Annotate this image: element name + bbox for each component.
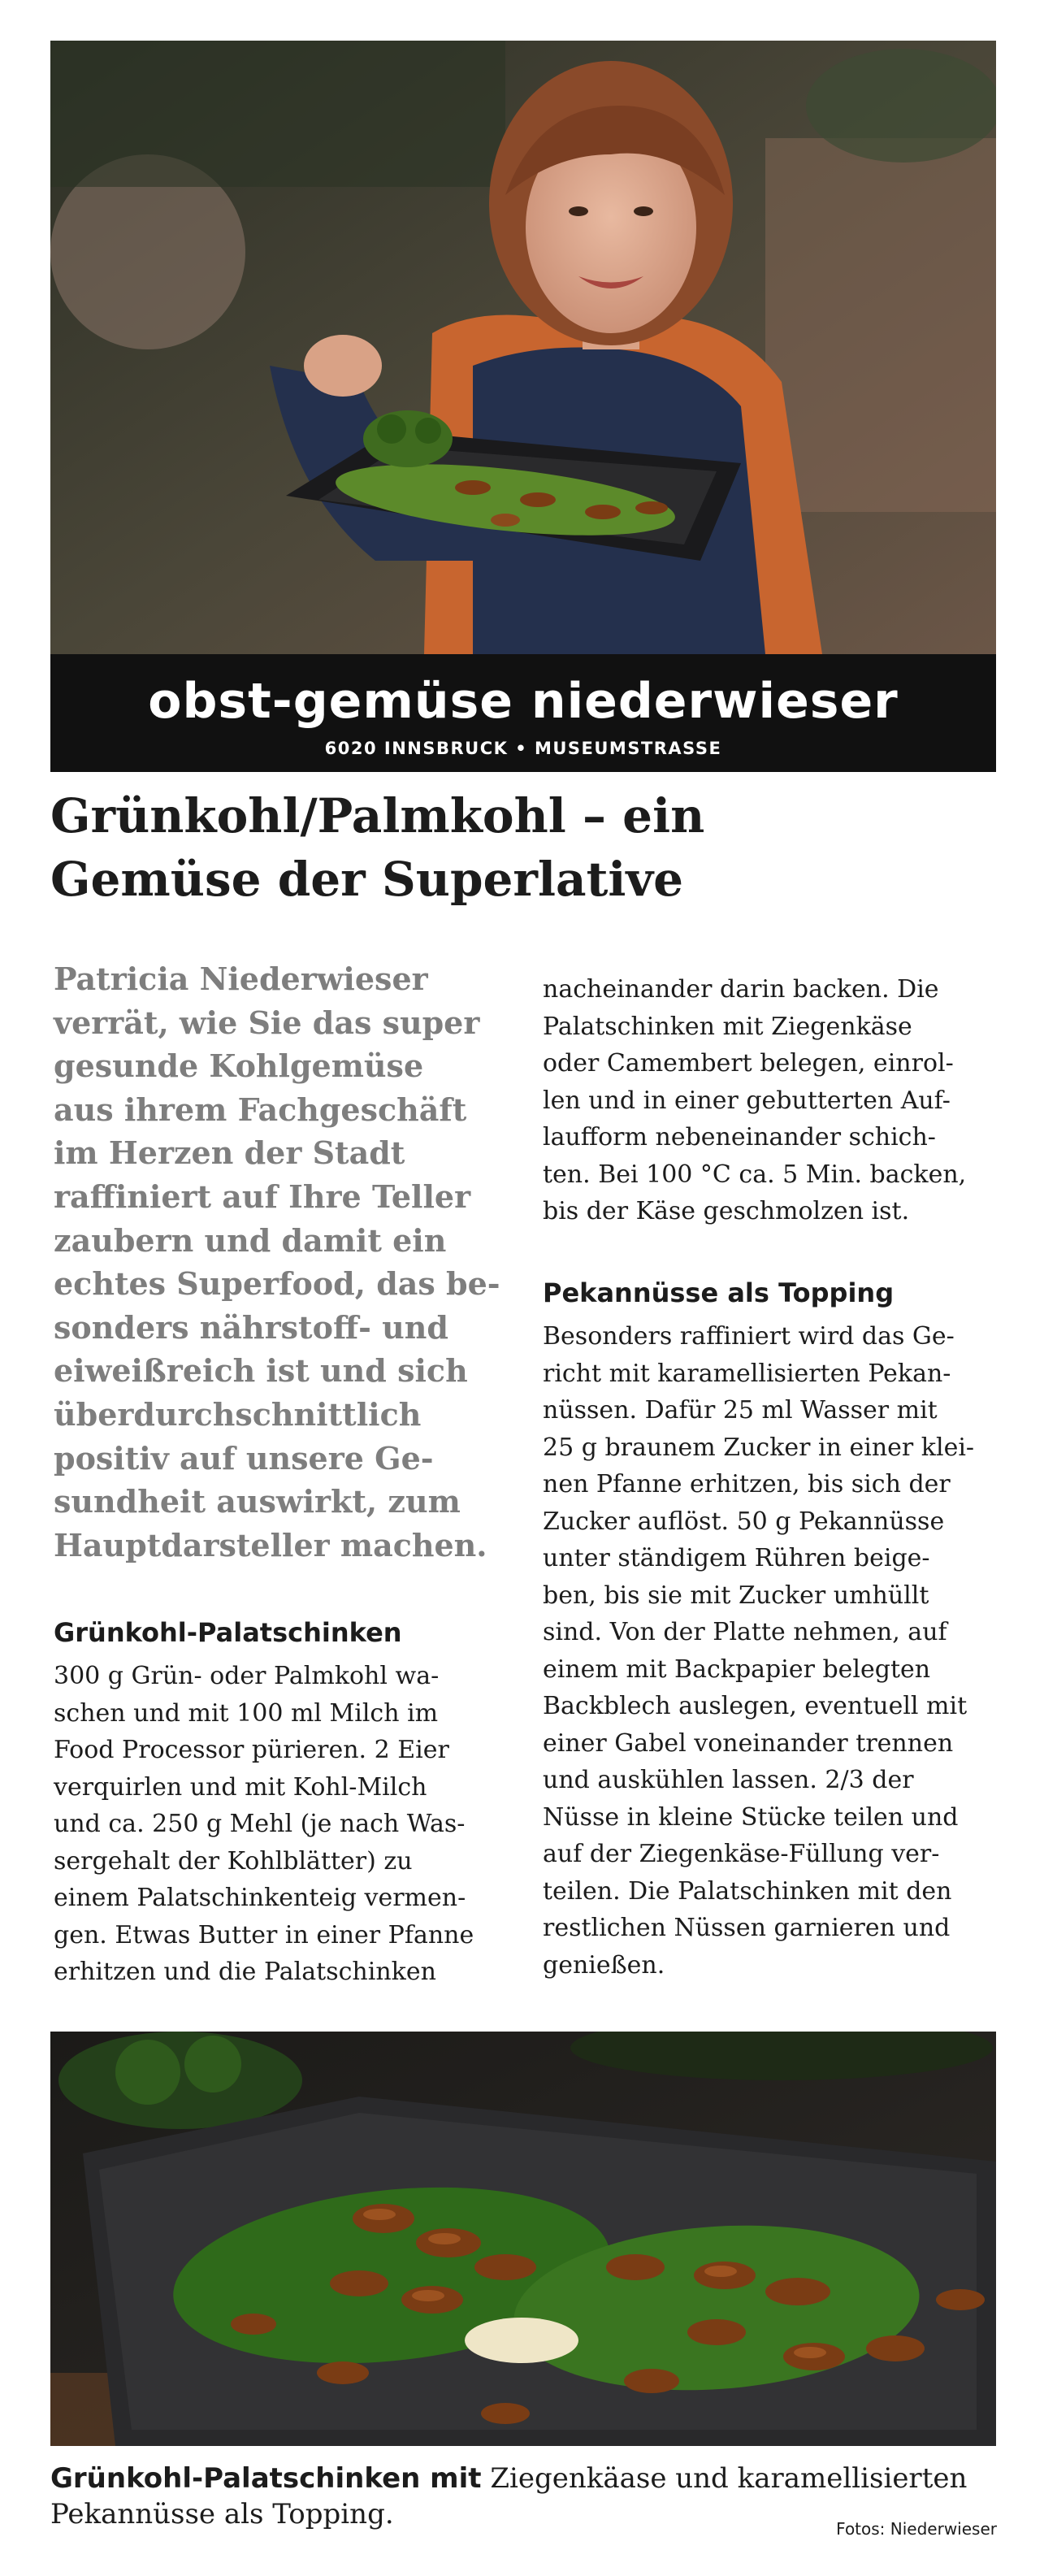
dish-photo	[50, 2032, 996, 2446]
body-line: 300 g Grün- oder Palmkohl wa-	[54, 1662, 440, 1690]
body-line: einem mit Backpapier belegten	[543, 1654, 931, 1684]
body-line: einer Gabel voneinander trennen	[543, 1728, 954, 1758]
body-line: Palatschinken mit Ziegenkäse	[543, 1012, 912, 1041]
body-line: teilen. Die Palatschinken mit den	[543, 1876, 952, 1906]
body-line: restlichen Nüssen garnieren und	[543, 1914, 951, 1942]
body-line: schen und mit 100 ml Milch im	[54, 1698, 439, 1728]
recipe-body-right	[543, 971, 998, 1230]
woman-with-plate-image	[50, 41, 996, 654]
recipe-heading: Grünkohl-Palatschinken	[54, 1617, 402, 1648]
body-line: und ca. 250 g Mehl (je nach Was-	[54, 1810, 466, 1838]
lead-line: sonders nährstoff- und	[54, 1308, 448, 1346]
body-line: richt mit karamellisierten Pekan-	[543, 1359, 951, 1388]
lead-line: eiweißreich ist und sich	[54, 1352, 468, 1390]
lead-line: Patricia Niederwieser	[54, 961, 428, 997]
body-line: nüssen. Dafür 25 ml Wasser mit	[543, 1396, 938, 1425]
lead-line: im Herzen der Stadt	[54, 1134, 405, 1172]
lead-paragraph	[54, 957, 500, 1567]
body-line: sergehalt der Kohlblätter) zu	[54, 1846, 413, 1876]
headline-line: Grünkohl/Palmkohl – ein	[50, 788, 705, 843]
store-name: obst-gemüse niederwieser	[148, 673, 899, 730]
body-line: 25 g braunem Zucker in einer klei-	[543, 1433, 975, 1462]
lead-line: zaubern und damit ein	[54, 1221, 447, 1259]
headline-line: Gemüse der Superlative	[50, 852, 684, 907]
body-line: oder Camembert belegen, einrol-	[543, 1049, 954, 1078]
body-line: auf der Ziegenkäse-Füllung ver-	[543, 1840, 940, 1868]
body-line: verquirlen und mit Kohl-Milch	[54, 1772, 427, 1802]
store-banner	[50, 654, 996, 772]
body-line: und auskühlen lassen. 2/3 der	[543, 1766, 914, 1794]
photo-credit: Fotos: Niederwieser	[836, 2519, 997, 2539]
hero-photo	[50, 41, 996, 654]
body-line: erhitzen und die Palatschinken	[54, 1958, 436, 1986]
body-line: nacheinander darin backen. Die	[543, 975, 939, 1004]
body-line: Backblech auslegen, eventuell mit	[543, 1692, 968, 1720]
body-line: Besonders raffiniert wird das Ge-	[543, 1322, 955, 1351]
lead-line: raffiniert auf Ihre Teller	[54, 1177, 471, 1215]
lead-line: positiv auf unsere Ge-	[54, 1439, 434, 1477]
body-line: Zucker auflöst. 50 g Pekannüsse	[543, 1507, 945, 1536]
body-line: unter ständigem Rühren beige-	[543, 1544, 930, 1572]
lead-line: überdurchschnittlich	[54, 1395, 422, 1433]
lead-line: Hauptdarsteller machen.	[54, 1526, 487, 1563]
body-line: sind. Von der Platte nehmen, auf	[543, 1618, 947, 1646]
recipe-body-left	[54, 1658, 509, 1991]
body-line: ten. Bei 100 °C ca. 5 Min. backen,	[543, 1160, 967, 1189]
article-headline	[50, 784, 996, 911]
topping-body	[543, 1318, 998, 1984]
lead-line: echtes Superfood, das be-	[54, 1265, 500, 1303]
body-line: einem Palatschinkenteig vermen-	[54, 1884, 466, 1912]
body-line: bis der Käse geschmolzen ist.	[543, 1197, 910, 1225]
lead-line: sundheit auswirkt, zum	[54, 1483, 461, 1520]
caption-text: Ziegenkäase und karamellisierten Pekannüsse als Topping.	[50, 2462, 968, 2530]
caption-bold: Grünkohl-Palatschinken mit	[50, 2462, 482, 2495]
lead-line: aus ihrem Fachgeschäft	[54, 1091, 467, 1128]
store-address: 6020 INNSBRUCK • MUSEUMSTRASSE	[324, 739, 722, 758]
body-line: laufform nebeneinander schich-	[543, 1123, 936, 1151]
body-line: nen Pfanne erhitzen, bis sich der	[543, 1470, 951, 1498]
lead-line: verrät, wie Sie das super	[54, 1004, 480, 1041]
body-line: Nüsse in kleine Stücke teilen und	[543, 1802, 959, 1832]
body-line: Food Processor pürieren. 2 Eier	[54, 1736, 449, 1764]
body-line: gen. Etwas Butter in einer Pfanne	[54, 1920, 474, 1949]
lead-line: gesunde Kohlgemüse	[54, 1047, 424, 1085]
kale-crepes-image	[50, 2032, 996, 2446]
topping-heading: Pekannüsse als Topping	[543, 1277, 895, 1308]
body-line: genießen.	[543, 1950, 665, 1980]
body-line: len und in einer gebutterten Auf-	[543, 1086, 951, 1115]
body-line: ben, bis sie mit Zucker umhüllt	[543, 1581, 929, 1610]
